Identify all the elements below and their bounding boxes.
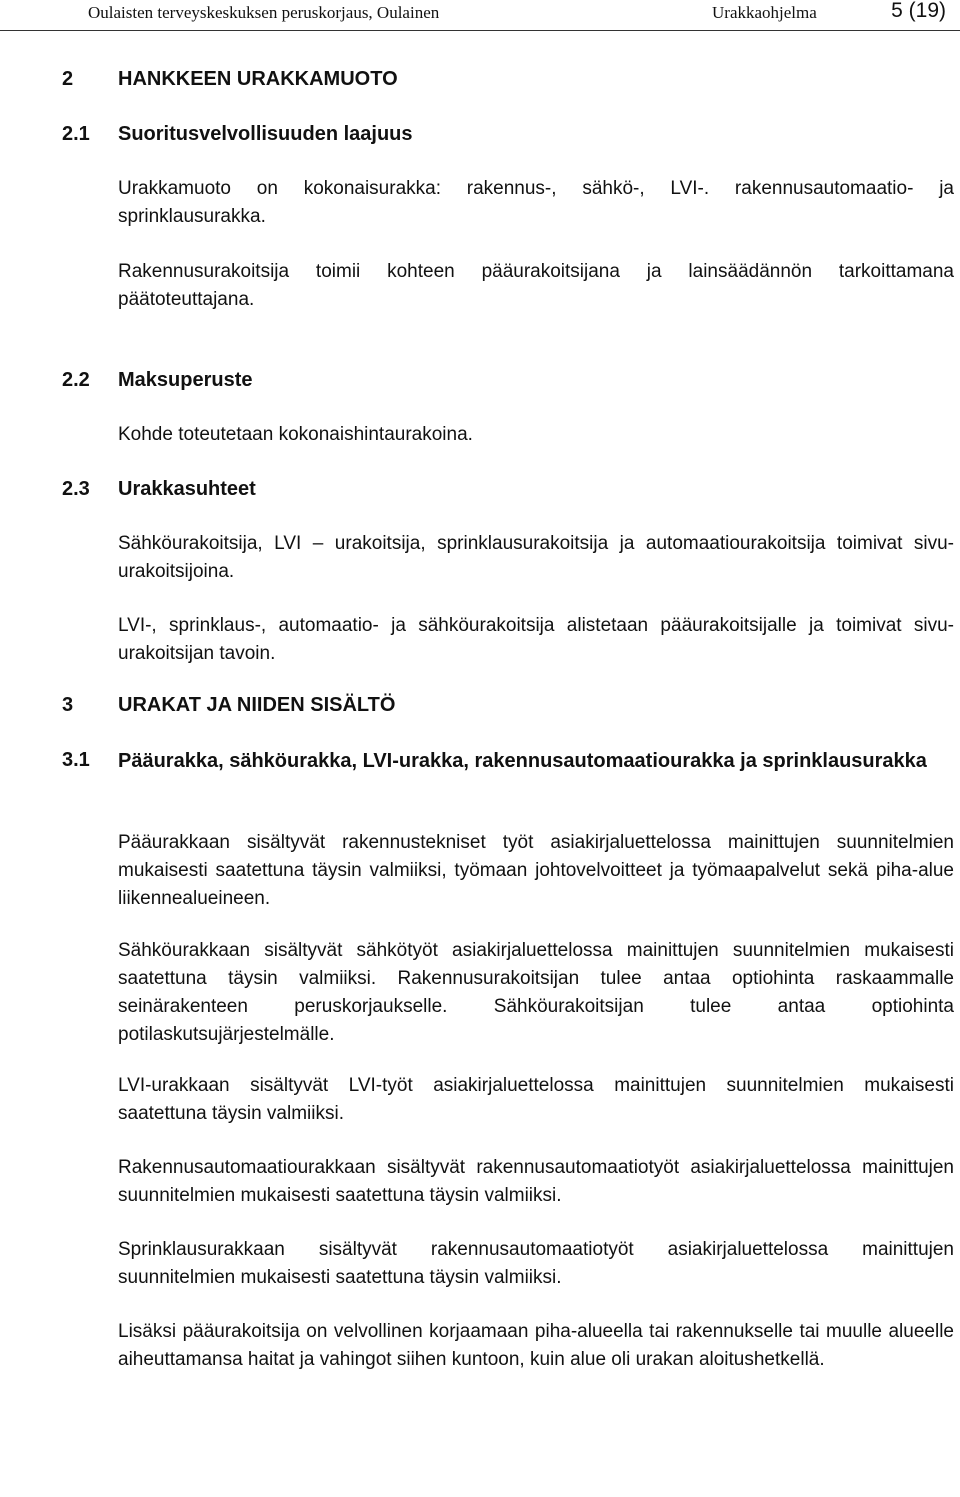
heading-number: 2.1 (62, 123, 90, 145)
section-3-1-title: Pääurakka, sähköurakka, LVI-urakka, rakennusautomaatiourakka ja sprinklausurakka (118, 750, 927, 772)
paragraph: Kohde toteutetaan kokonaishintaurakoina. (118, 424, 473, 445)
heading-number: 3 (62, 694, 74, 716)
paragraph: LVI-urakkaan sisältyvät LVI-työt asiakirjaluettelossa mainittujen suunnitelmien mukaisesti saatettuna täysin valmiiksi. (118, 1075, 954, 1124)
heading-title: Suoritusvelvollisuuden laajuus (118, 123, 413, 145)
paragraph: Sähköurakoitsija, LVI – urakoitsija, sprinklausurakoitsija ja automaatiourakoitsija toimivat sivu-urakoitsijoina. (118, 533, 954, 582)
heading-title: Maksuperuste (118, 369, 253, 391)
section-3-1-number: 3.1 (62, 749, 90, 771)
paragraph: Rakennusautomaatiourakkaan sisältyvät rakennusautomaatiotyöt asiakirjaluettelossa mainittujen suunnitelmien mukaisesti saatettuna täysin valmiiksi. (118, 1157, 954, 1206)
paragraph: Sprinklausurakkaan sisältyvät rakennusautomaatiotyöt asiakirjaluettelossa mainittujen suunnitelmien mukaisesti saatettuna täysin valmiiksi. (118, 1239, 954, 1288)
heading-number: 2 (62, 68, 74, 90)
header-project-title: Oulaisten terveyskeskuksen peruskorjaus, Oulainen (88, 3, 440, 22)
header-page-number: 5 (19) (891, 0, 946, 22)
heading-number: 2.3 (62, 478, 90, 500)
heading-title: Urakkasuhteet (118, 478, 256, 500)
page-header (0, 0, 960, 31)
paragraph: Sähköurakkaan sisältyvät sähkötyöt asiakirjaluettelossa mainittujen suunnitelmien mukaisesti saatettuna täysin valmiiksi. Rakennusurakoitsijan tulee antaa optiohinta raskaammalle seinärakenteen peruskorjaukselle. Sähköurakoitsijan tulee antaa optiohinta potilaskutsujärjestelmälle. (118, 940, 954, 1045)
heading-title: HANKKEEN URAKKAMUOTO (118, 68, 398, 90)
paragraph: Pääurakkaan sisältyvät rakennustekniset työt asiakirjaluettelossa mainittujen suunnitelmien mukaisesti saatettuna täysin valmiiksi, työmaan johtovelvoitteet ja työmaapalvelut sekä piha-alue liikennealueineen. (118, 832, 954, 909)
paragraph: LVI-, sprinklaus-, automaatio- ja sähköurakoitsija alistetaan pääurakoitsijalle ja toimivat sivu-urakoitsijan tavoin. (118, 615, 954, 664)
heading-title: URAKAT JA NIIDEN SISÄLTÖ (118, 694, 396, 716)
paragraph: Rakennusurakoitsija toimii kohteen pääurakoitsijana ja lainsäädännön tarkoittamana päätoteuttajana. (118, 261, 954, 310)
paragraph: Urakkamuoto on kokonaisurakka: rakennus-, sähkö-, LVI-. rakennusautomaatio- ja sprinklausurakka. (118, 178, 954, 227)
header-document-type: Urakkaohjelma (712, 3, 817, 22)
heading-number: 2.2 (62, 369, 90, 391)
paragraph: Lisäksi pääurakoitsija on velvollinen korjaamaan piha-alueella tai rakennukselle tai muulle alueelle aiheuttamansa haitat ja vahingot siihen kuntoon, kuin alue oli urakan aloitushetkellä. (118, 1321, 954, 1370)
